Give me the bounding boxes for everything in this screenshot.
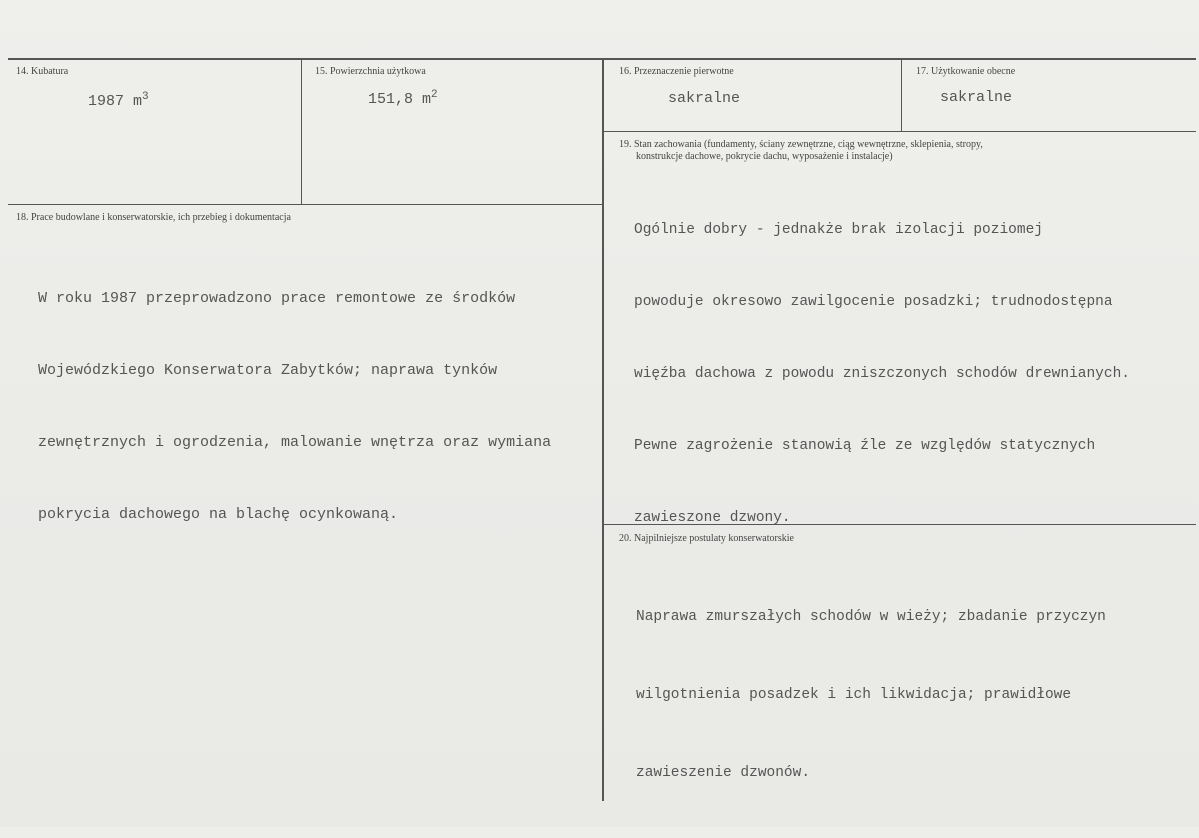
- field-19-line: Ogólnie dobry - jednakże brak izolacji poziomej: [634, 222, 1043, 238]
- field-20-text: [636, 552, 1106, 838]
- field-20-label: 20. Najpilniejsze postulaty konserwatorskie: [619, 533, 794, 544]
- field-14-unit-exponent: 3: [142, 91, 149, 103]
- field-14-value: [88, 90, 149, 114]
- field-14-value-text: 1987 m: [88, 93, 143, 110]
- field-18-label: 18. Prace budowlane i konserwatorskie, ich przebieg i dokumentacja: [16, 212, 291, 223]
- field-19-text: [634, 170, 1130, 578]
- field-15-unit-exponent: 2: [431, 89, 438, 101]
- field-19-label-line1: 19. Stan zachowania (fundamenty, ściany zewnętrzne, ciąg wewnętrzne, sklepienia, stropy,: [619, 139, 983, 150]
- rule-right-19: [603, 131, 1196, 132]
- field-16-label: 16. Przeznaczenie pierwotne: [619, 66, 734, 77]
- field-18-line: zewnętrznych i ogrodzenia, malowanie wnętrza oraz wymiana: [38, 434, 552, 451]
- field-17-value: sakralne: [940, 89, 1013, 106]
- field-14-label: 14. Kubatura: [16, 66, 69, 77]
- rule-left-18: [8, 204, 603, 205]
- field-15-label: 15. Powierzchnia użytkowa: [315, 66, 426, 77]
- field-20-line: wilgotnienia posadzek i ich likwidacja; prawidłowe: [636, 687, 1072, 703]
- divider-16-17: [901, 59, 902, 131]
- field-18-line: W roku 1987 przeprowadzono prace remontowe ze środków: [38, 290, 516, 307]
- field-20-line: zawieszenie dzwonów.: [636, 765, 811, 781]
- field-15-value: [368, 88, 438, 112]
- field-18-line: Wojewódzkiego Konserwatora Zabytków; naprawa tynków: [38, 362, 498, 379]
- divider-14-15: [301, 59, 302, 204]
- field-19-line: Pewne zagrożenie stanowią źle ze względów statycznych: [634, 438, 1096, 454]
- field-19-line: więźba dachowa z powodu zniszczonych schodów drewnianych.: [634, 366, 1130, 382]
- field-18-text: [38, 239, 551, 575]
- field-20-line: Naprawa zmurszałych schodów w wieży; zbadanie przyczyn: [636, 609, 1106, 625]
- field-15-value-text: 151,8 m: [368, 91, 432, 108]
- field-19-line: zawieszone dzwony.: [634, 510, 791, 526]
- field-19-label-line2: konstrukcje dachowe, pokrycie dachu, wyposażenie i instalacje): [636, 151, 893, 162]
- field-17-label: 17. Użytkowanie obecne: [916, 66, 1016, 77]
- field-16-value: sakralne: [668, 90, 741, 107]
- field-19-line: powoduje okresowo zawilgocenie posadzki; trudnodostępna: [634, 294, 1113, 310]
- field-18-line: pokrycia dachowego na blachę ocynkowaną.: [38, 506, 399, 523]
- center-divider: [602, 59, 604, 801]
